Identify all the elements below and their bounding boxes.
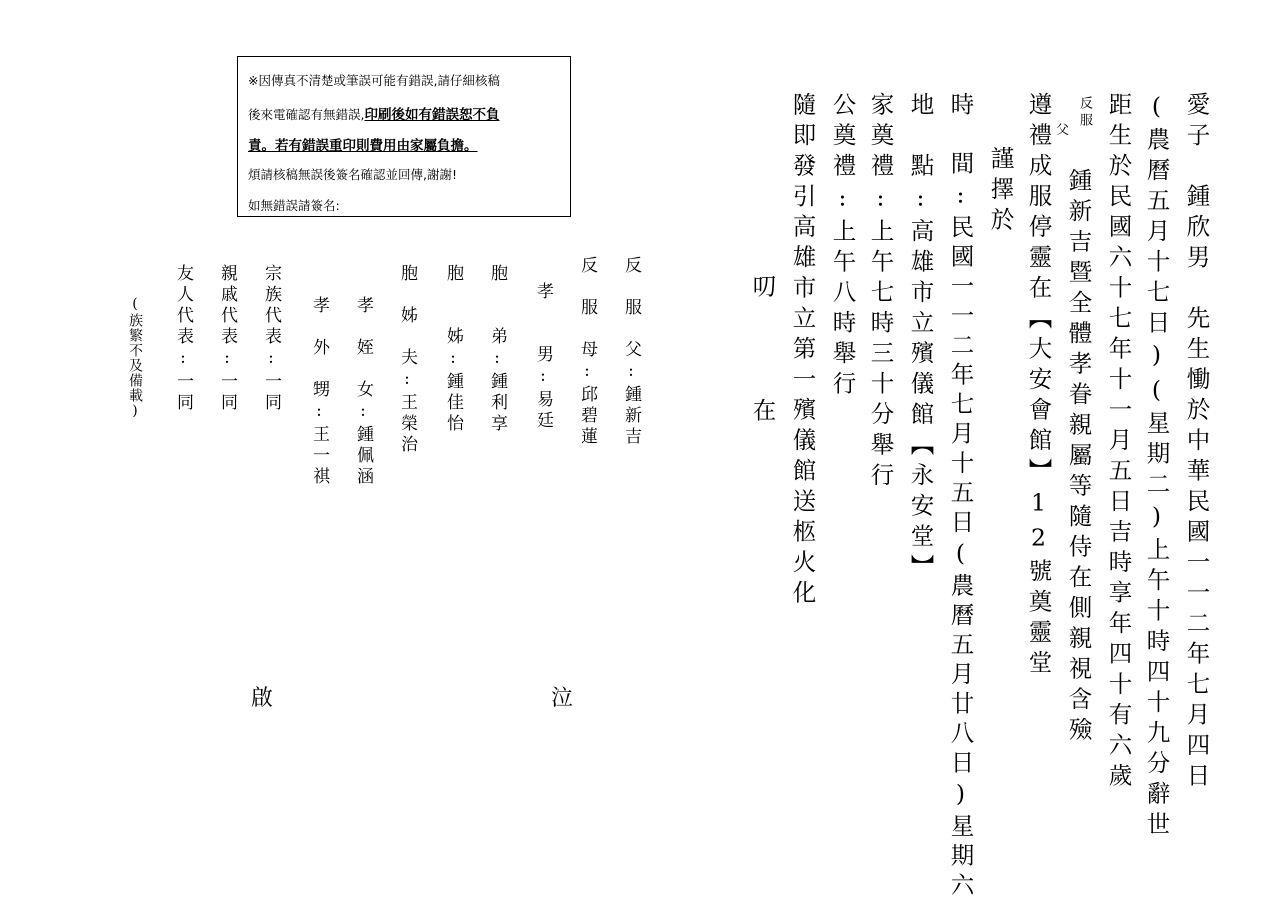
family-row-3 xyxy=(534,282,551,432)
signature-left: 啟 xyxy=(251,686,274,711)
obituary-column-11: 隨即發引高雄市立第一殯儀館送柩火化 xyxy=(788,92,817,611)
family-row-8 xyxy=(310,296,327,488)
obituary-column-5: 遵禮成服停靈在【大安會館】12號奠靈堂 xyxy=(1024,92,1053,681)
family-row-5 xyxy=(444,264,461,435)
obituary-column-8: 地 點:高雄市立殯儀館【永安堂】 xyxy=(906,92,935,585)
notice-line-4: 煩請核稿無誤後簽名確認並回傳,謝謝! xyxy=(248,167,457,182)
family-row-7-name: 鍾佩涵 xyxy=(353,425,373,488)
family-row-2 xyxy=(578,256,595,448)
family-row-7 xyxy=(354,296,371,488)
family-row-3-name: 易廷 xyxy=(533,390,553,432)
obituary-column-7: 時 間:民國一一二年七月十五日(農曆五月廿八日)星期六 xyxy=(946,92,975,902)
proofread-notice-box xyxy=(237,56,571,217)
obituary-closing-a: 叨 xyxy=(748,274,777,305)
family-row-8-role: 孝 外 甥: xyxy=(309,296,329,425)
notice-line-2 xyxy=(248,103,499,123)
obituary-column-4-small-a: 反服 xyxy=(1076,96,1092,130)
family-row-1 xyxy=(622,256,639,448)
obituary-column-2: (農曆五月十七日)(星期二)上午十時四十九分辭世 xyxy=(1142,92,1171,842)
family-row-1-name: 鍾新吉 xyxy=(621,385,641,448)
obituary-closing-b: 在 xyxy=(748,398,777,429)
family-row-10: 親戚代表:一同 xyxy=(217,264,237,414)
family-row-9: 宗族代表:一同 xyxy=(261,264,281,414)
obituary-column-3: 距生於民國六十七年十一月五日吉時享年四十有六歲 xyxy=(1104,92,1133,794)
obituary-column-4: 鍾新吉暨全體孝眷親屬等隨侍在側親視含殮 xyxy=(1064,168,1093,748)
family-row-5-name: 鍾佳怡 xyxy=(443,372,463,435)
family-row-6 xyxy=(398,264,415,456)
obituary-column-10: 公奠禮:上午八時舉行 xyxy=(828,92,857,402)
obituary-column-1: 愛子 鍾欣男 先生慟於中華民國一一二年七月四日 xyxy=(1182,92,1211,794)
family-row-8-name: 王一祺 xyxy=(309,425,329,488)
obituary-column-9: 家奠禮:上午七時三十分舉行 xyxy=(866,92,895,493)
family-row-4 xyxy=(488,264,505,435)
family-row-7-role: 孝 姪 女: xyxy=(353,296,373,425)
family-row-5-role: 胞 姊: xyxy=(443,264,463,372)
family-row-2-role: 反 服 母: xyxy=(577,256,597,385)
family-row-6-name: 王榮治 xyxy=(397,393,417,456)
obituary-column-4-prefix-b xyxy=(1056,124,1074,139)
notice-line-5: 如無錯誤請簽名: xyxy=(248,198,340,213)
family-row-3-role: 孝 男: xyxy=(533,282,553,390)
notice-line-2-plain: 後來電確認有無錯誤, xyxy=(248,107,365,122)
family-row-4-name: 鍾利享 xyxy=(487,372,507,435)
family-row-1-role: 反 服 父: xyxy=(621,256,641,385)
notice-line-1: ※因傳真不清楚或筆誤可能有錯誤,請仔細核稿 xyxy=(248,73,500,88)
obituary-column-6: 謹擇於 xyxy=(986,146,1015,238)
family-row-11: 友人代表:一同 xyxy=(173,264,193,414)
family-row-2-name: 邱碧蓮 xyxy=(577,385,597,448)
notice-line-2-bold: 印刷後如有錯誤恕不負 xyxy=(364,107,500,123)
family-row-6-role: 胞 姊 夫: xyxy=(397,264,417,393)
family-row-4-role: 胞 弟: xyxy=(487,264,507,372)
obituary-column-4-prefix xyxy=(1076,96,1096,130)
notice-line-3: 責。若有錯誤重印則費用由家屬負擔。 xyxy=(248,138,478,154)
family-row-12-note: (族繁不及備載) xyxy=(127,296,143,420)
obituary-column-4-small-b: 父 xyxy=(1056,123,1070,138)
signature-right: 泣 xyxy=(551,686,574,711)
